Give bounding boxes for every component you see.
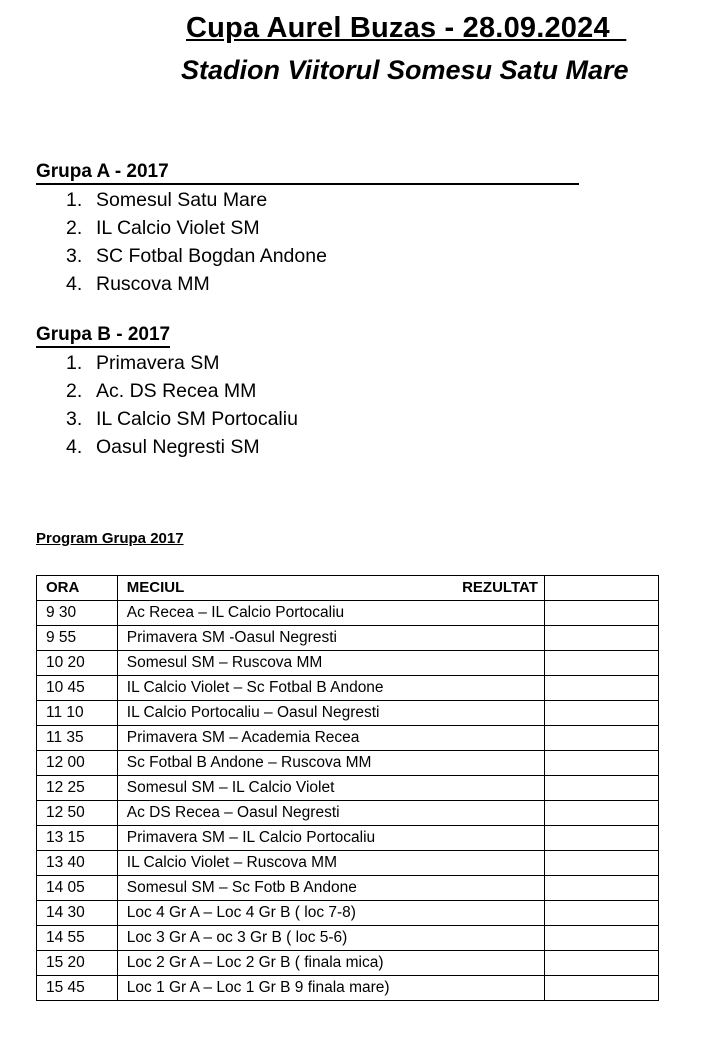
list-item: 3. SC Fotbal Bogdan Andone bbox=[66, 245, 327, 267]
table-row bbox=[37, 726, 659, 751]
group-a-team-list bbox=[66, 186, 327, 298]
match-result bbox=[544, 926, 658, 951]
list-item: 3. IL Calcio SM Portocaliu bbox=[66, 408, 298, 430]
group-b-team-list bbox=[66, 349, 298, 461]
table-row bbox=[37, 626, 659, 651]
table-row bbox=[37, 976, 659, 1001]
table-row bbox=[37, 776, 659, 801]
match-time: 12 50 bbox=[37, 801, 118, 826]
match-time: 13 40 bbox=[37, 851, 118, 876]
match-time: 10 20 bbox=[37, 651, 118, 676]
rezultat-label: REZULTAT bbox=[462, 579, 538, 596]
match-time: 9 55 bbox=[37, 626, 118, 651]
match-result bbox=[544, 801, 658, 826]
table-row bbox=[37, 926, 659, 951]
column-header-meciul bbox=[117, 576, 544, 601]
team-name: Oasul Negresti SM bbox=[96, 436, 260, 458]
schedule-body bbox=[37, 601, 659, 1001]
table-row bbox=[37, 751, 659, 776]
table-row bbox=[37, 876, 659, 901]
match-result bbox=[544, 751, 658, 776]
team-name: Somesul Satu Mare bbox=[96, 189, 268, 211]
match-time: 14 55 bbox=[37, 926, 118, 951]
match-time: 11 35 bbox=[37, 726, 118, 751]
match-time: 9 30 bbox=[37, 601, 118, 626]
match-name: Ac DS Recea – Oasul Negresti bbox=[117, 801, 544, 826]
group-a-title: Grupa A - 2017 bbox=[36, 161, 579, 185]
match-time: 14 05 bbox=[37, 876, 118, 901]
match-name: Loc 3 Gr A – oc 3 Gr B ( loc 5-6) bbox=[117, 926, 544, 951]
match-name: Sc Fotbal B Andone – Ruscova MM bbox=[117, 751, 544, 776]
match-result bbox=[544, 951, 658, 976]
match-name: Loc 2 Gr A – Loc 2 Gr B ( finala mica) bbox=[117, 951, 544, 976]
match-name: Primavera SM – Academia Recea bbox=[117, 726, 544, 751]
match-name: IL Calcio Portocaliu – Oasul Negresti bbox=[117, 701, 544, 726]
page-title: Cupa Aurel Buzas - 28.09.2024 bbox=[186, 12, 627, 44]
match-time: 13 15 bbox=[37, 826, 118, 851]
list-item: 1. Primavera SM bbox=[66, 352, 220, 374]
schedule-table bbox=[36, 575, 659, 1001]
match-result bbox=[544, 726, 658, 751]
match-time: 10 45 bbox=[37, 676, 118, 701]
match-result bbox=[544, 676, 658, 701]
match-result bbox=[544, 976, 658, 1001]
table-row bbox=[37, 701, 659, 726]
match-time: 12 00 bbox=[37, 751, 118, 776]
team-name: Primavera SM bbox=[96, 352, 220, 374]
team-name: IL Calcio SM Portocaliu bbox=[96, 408, 298, 430]
match-name: Primavera SM -Oasul Negresti bbox=[117, 626, 544, 651]
match-result bbox=[544, 876, 658, 901]
match-name: Somesul SM – Ruscova MM bbox=[117, 651, 544, 676]
match-result bbox=[544, 701, 658, 726]
program-title: Program Grupa 2017 bbox=[36, 530, 184, 547]
match-time: 11 10 bbox=[37, 701, 118, 726]
table-header-row bbox=[37, 576, 659, 601]
list-item: 4. Ruscova MM bbox=[66, 273, 210, 295]
table-row bbox=[37, 826, 659, 851]
match-name: Somesul SM – IL Calcio Violet bbox=[117, 776, 544, 801]
column-header-blank bbox=[544, 576, 658, 601]
match-result bbox=[544, 651, 658, 676]
list-item: 2. IL Calcio Violet SM bbox=[66, 217, 260, 239]
list-item: 4. Oasul Negresti SM bbox=[66, 436, 260, 458]
column-header-ora: ORA bbox=[37, 576, 118, 601]
match-result bbox=[544, 826, 658, 851]
team-name: Ruscova MM bbox=[96, 273, 210, 295]
match-result bbox=[544, 601, 658, 626]
match-time: 15 20 bbox=[37, 951, 118, 976]
meciul-label: MECIUL bbox=[126, 579, 185, 596]
match-result bbox=[544, 901, 658, 926]
team-name: IL Calcio Violet SM bbox=[96, 217, 260, 239]
table-row bbox=[37, 676, 659, 701]
match-time: 15 45 bbox=[37, 976, 118, 1001]
table-row bbox=[37, 901, 659, 926]
match-name: Loc 4 Gr A – Loc 4 Gr B ( loc 7-8) bbox=[117, 901, 544, 926]
table-row bbox=[37, 851, 659, 876]
match-result bbox=[544, 776, 658, 801]
team-name: SC Fotbal Bogdan Andone bbox=[96, 245, 327, 267]
match-time: 14 30 bbox=[37, 901, 118, 926]
group-b-title: Grupa B - 2017 bbox=[36, 324, 170, 348]
match-time: 12 25 bbox=[37, 776, 118, 801]
match-name: Ac Recea – IL Calcio Portocaliu bbox=[117, 601, 544, 626]
match-result bbox=[544, 626, 658, 651]
match-name: IL Calcio Violet – Ruscova MM bbox=[117, 851, 544, 876]
match-name: Somesul SM – Sc Fotb B Andone bbox=[117, 876, 544, 901]
page-subtitle: Stadion Viitorul Somesu Satu Mare bbox=[181, 55, 629, 85]
match-name: Primavera SM – IL Calcio Portocaliu bbox=[117, 826, 544, 851]
team-name: Ac. DS Recea MM bbox=[96, 380, 257, 402]
table-row bbox=[37, 601, 659, 626]
table-row bbox=[37, 951, 659, 976]
match-name: IL Calcio Violet – Sc Fotbal B Andone bbox=[117, 676, 544, 701]
list-item: 1. Somesul Satu Mare bbox=[66, 189, 268, 211]
list-item: 2. Ac. DS Recea MM bbox=[66, 380, 257, 402]
table-row bbox=[37, 801, 659, 826]
match-name: Loc 1 Gr A – Loc 1 Gr B 9 finala mare) bbox=[117, 976, 544, 1001]
table-row bbox=[37, 651, 659, 676]
match-result bbox=[544, 851, 658, 876]
